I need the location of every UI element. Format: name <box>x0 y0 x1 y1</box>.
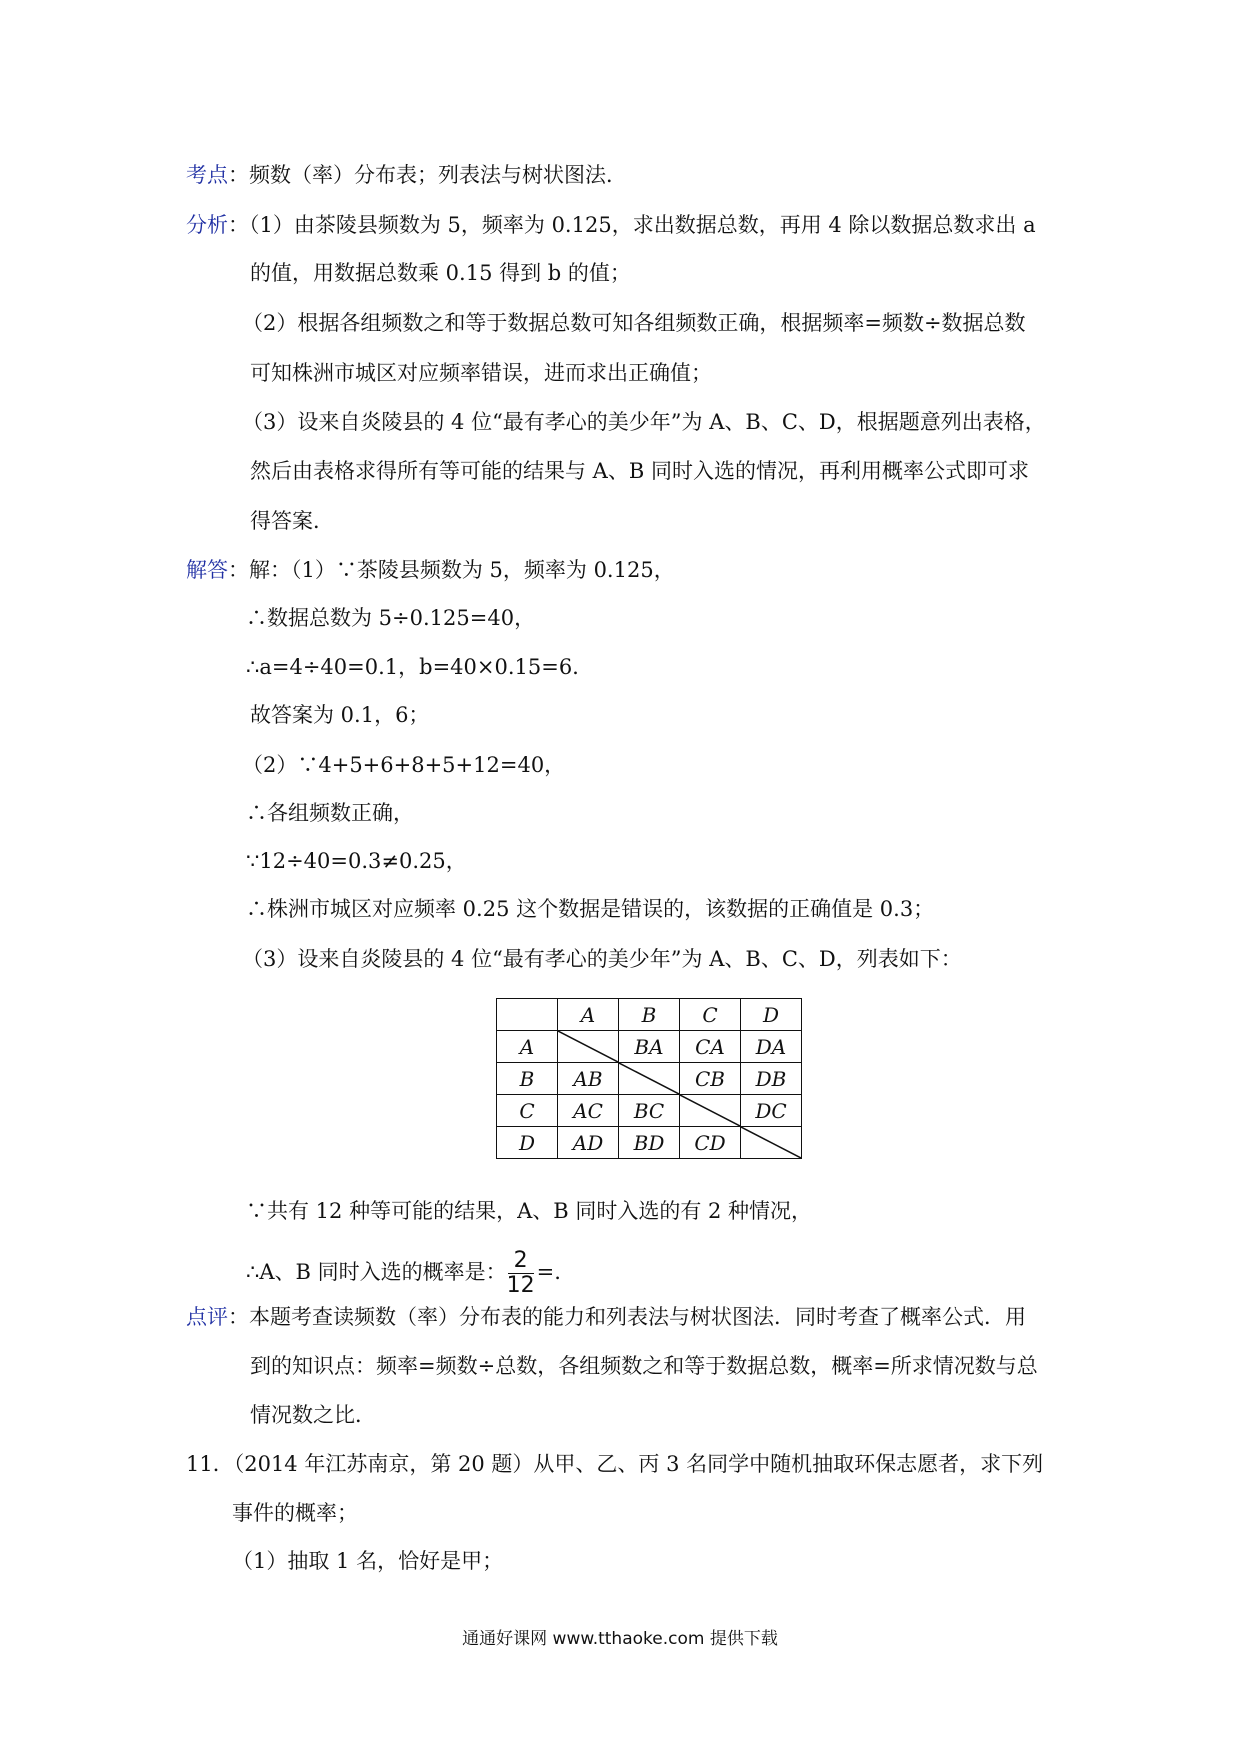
table-cell: DB <box>741 1063 802 1095</box>
fenxi-text-0: ：（1）由茶陵县频数为 5，频率为 0.125，求出数据总数，再用 4 除以数据总数求出 a <box>228 213 1036 237</box>
table-row <box>497 1127 802 1159</box>
table-cell: AD <box>558 1127 619 1159</box>
table-cell: B <box>619 999 680 1031</box>
outcome-table <box>496 998 802 1159</box>
table-row <box>497 1031 802 1063</box>
table-cell: B <box>497 1063 558 1095</box>
result-line-1: ∵共有 12 种等可能的结果，A、B 同时入选的有 2 种情况， <box>246 1199 813 1223</box>
table-cell: CD <box>680 1127 741 1159</box>
table-cell: C <box>680 999 741 1031</box>
jieda-text-0: ：解：（1）∵茶陵县频数为 5，频率为 0.125， <box>228 558 675 582</box>
fenxi-line-2: （2）根据各组频数之和等于数据总数可知各组频数正确，根据频率=频数÷数据总数 <box>242 311 1026 335</box>
jieda-line-4: （2）∵4+5+6+8+5+12=40， <box>242 753 566 777</box>
table-cell: BA <box>619 1031 680 1063</box>
fraction-denominator: 12 <box>506 1273 535 1298</box>
q11-line-1: 事件的概率； <box>232 1501 358 1525</box>
q11-line-2: （1）抽取 1 名，恰好是甲； <box>232 1549 504 1573</box>
diagonal-cell <box>741 1127 802 1159</box>
table-row <box>497 1063 802 1095</box>
diagonal-cell <box>680 1095 741 1127</box>
table-cell: AB <box>558 1063 619 1095</box>
probability-suffix: =. <box>536 1260 561 1284</box>
jieda-line-7: ∴株洲市城区对应频率 0.25 这个数据是错误的，该数据的正确值是 0.3； <box>246 897 935 921</box>
table-row <box>497 1095 802 1127</box>
q11-line-0: 11．（2014 年江苏南京，第 20 题）从甲、乙、丙 3 名同学中随机抽取环保志愿者，求下列 <box>186 1452 1044 1476</box>
jieda-line-5: ∴各组频数正确， <box>246 801 414 825</box>
fenxi-line-4: （3）设来自炎陵县的 4 位“最有孝心的美少年”为 A、B、C、D，根据题意列出表格， <box>242 410 1046 434</box>
jieda-line-2: ∴a=4÷40=0.1，b=40×0.15=6． <box>246 655 594 679</box>
diagonal-cell <box>558 1031 619 1063</box>
fenxi-line-1: 的值，用数据总数乘 0.15 得到 b 的值； <box>250 261 631 285</box>
table-cell: C <box>497 1095 558 1127</box>
table-cell: BD <box>619 1127 680 1159</box>
dianping-line-2: 情况数之比． <box>250 1403 376 1427</box>
kaodian-label: 考点 <box>186 163 228 187</box>
table-cell: AC <box>558 1095 619 1127</box>
jieda-line-6: ∵12÷40=0.3≠0.25， <box>246 849 467 873</box>
table-cell: CA <box>680 1031 741 1063</box>
jieda-label: 解答 <box>186 558 228 582</box>
jieda-line-1: ∴数据总数为 5÷0.125=40， <box>246 606 536 630</box>
dianping-line-1: 到的知识点：频率=频数÷总数，各组频数之和等于数据总数，概率=所求情况数与总 <box>250 1354 1038 1378</box>
fenxi-line-5: 然后由表格求得所有等可能的结果与 A、B 同时入选的情况，再利用概率公式即可求 <box>250 459 1029 483</box>
table-cell: BC <box>619 1095 680 1127</box>
fenxi-line-6: 得答案． <box>250 509 334 533</box>
page-footer: 通通好课网 www.tthaoke.com 提供下载 <box>462 1629 778 1649</box>
probability-prefix: ∴A、B 同时入选的概率是： <box>246 1260 507 1284</box>
jieda-line-3: 故答案为 0.1，6； <box>250 703 430 727</box>
table-cell: D <box>741 999 802 1031</box>
kaodian-text: ：频数（率）分布表；列表法与树状图法． <box>228 163 627 187</box>
jieda-line-0 <box>186 555 675 585</box>
probability-fraction <box>507 1249 535 1298</box>
dianping-text-0: ：本题考查读频数（率）分布表的能力和列表法与树状图法．同时考查了概率公式．用 <box>228 1305 1026 1329</box>
table-cell: A <box>558 999 619 1031</box>
table-cell: DC <box>741 1095 802 1127</box>
fenxi-label: 分析 <box>186 213 228 237</box>
table-cell: A <box>497 1031 558 1063</box>
kaodian-line <box>186 160 627 190</box>
dianping-label: 点评 <box>186 1305 228 1329</box>
result-line-2 <box>246 1246 561 1298</box>
table-cell <box>497 999 558 1031</box>
dianping-line-0 <box>186 1302 1026 1332</box>
jieda-line-8: （3）设来自炎陵县的 4 位“最有孝心的美少年”为 A、B、C、D，列表如下： <box>242 947 962 971</box>
table-cell: CB <box>680 1063 741 1095</box>
fenxi-line-3: 可知株洲市城区对应频率错误，进而求出正确值； <box>250 361 712 385</box>
table-cell: D <box>497 1127 558 1159</box>
table-header-row <box>497 999 802 1031</box>
fraction-numerator: 2 <box>513 1248 528 1273</box>
table-cell: DA <box>741 1031 802 1063</box>
fenxi-line-0 <box>186 210 1036 240</box>
diagonal-cell <box>619 1063 680 1095</box>
